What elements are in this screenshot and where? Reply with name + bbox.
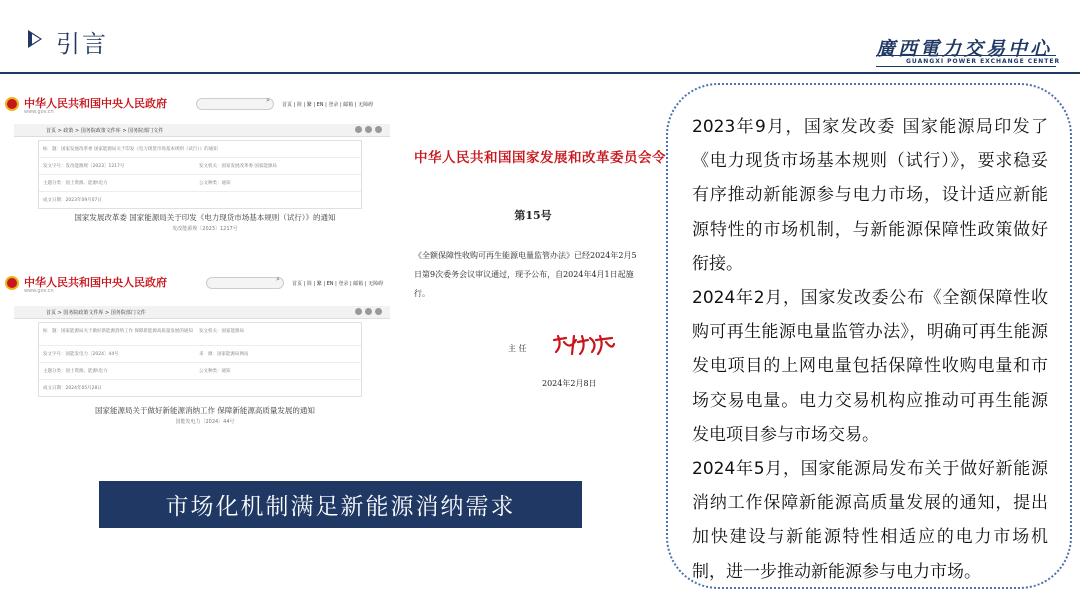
gov-doc-screenshot-1 [0, 88, 410, 238]
table-row [39, 158, 361, 175]
gov-top-nav: 首页 | 简 | 繁 | EN | 登录 | 邮箱 | 无障碍 [292, 281, 384, 287]
table-row [39, 141, 361, 158]
gov-site-url: www.gov.cn [24, 109, 54, 115]
table-row [39, 192, 361, 208]
gov-doc-number: 国能发电力〔2024〕44号 [175, 419, 235, 425]
print-icon[interactable] [355, 308, 362, 315]
favorite-icon[interactable] [375, 308, 382, 315]
table-cell: 公文种类：通知 [199, 369, 231, 374]
national-emblem-icon [5, 276, 19, 290]
panel-paragraph-2: 2024年2月，国家发改委公布《全额保障性收购可再生能源电量监管办法》，明确可再生能源发电项目的上网电量包括保障性收购电量和市场交易电量。电力交易机构应推动可再生能源发电项目参与市场交易。 [692, 288, 1048, 445]
breadcrumb: 首页 > 政策 > 国务院政策文件库 > 国务院部门文件 [46, 128, 164, 134]
table-cell: 标 题：国家发展改革委 国家能源局关于印发《电力现货市场基本规则（试行）》的通知 [43, 147, 218, 152]
table-cell: 发文字号：发改能源规〔2023〕1217号 [43, 164, 125, 169]
panel-paragraph-3: 2024年5月，国家能源局发布关于做好新能源消纳工作保障新能源高质量发展的通知，提出加快建设与新能源特性相适应的电力市场机制，进一步推动新能源参与电力市场。 [692, 459, 1048, 582]
table-row [39, 363, 361, 380]
logo-english: GUANGXI POWER EXCHANGE CENTER [906, 58, 1061, 65]
table-cell: 标 题：国家能源局关于做好新能源消纳工作 保障新能源高质量发展的通知 [43, 329, 193, 334]
logo-chinese: 廣西電力交易中心 [876, 38, 1053, 60]
gov-search-input[interactable] [196, 98, 274, 110]
table-row [39, 380, 361, 396]
favorite-icon[interactable] [375, 126, 382, 133]
logo-rule [876, 66, 1056, 67]
table-cell: 公文种类：通知 [199, 181, 231, 186]
gov-doc-caption: 国家能源局关于做好新能源消纳工作 保障新能源高质量发展的通知 [95, 406, 315, 415]
signature-image [552, 332, 616, 356]
ndrc-sign-label: 主 任 [508, 344, 527, 353]
summary-banner: 市场化机制满足新能源消纳需求 [99, 481, 582, 528]
table-row [39, 346, 361, 363]
print-icon[interactable] [355, 126, 362, 133]
gov-info-table [38, 322, 362, 397]
table-row [39, 323, 361, 346]
gov-tools [355, 308, 382, 315]
table-cell: 主题分类：国土资源、能源\电力 [43, 181, 108, 186]
gov-doc-number: 发改能源规〔2023〕1217号 [172, 226, 238, 232]
table-cell: 发文机关：国家能源局 [199, 329, 244, 334]
search-icon: ⌕ [266, 96, 270, 104]
gov-search-input[interactable] [206, 277, 284, 289]
table-row [39, 175, 361, 192]
gov-top-nav: 首页 | 简 | 繁 | EN | 登录 | 邮箱 | 无障碍 [282, 102, 374, 108]
table-cell: 主题分类：国土资源、能源\电力 [43, 369, 108, 374]
gov-info-table [38, 140, 362, 209]
table-cell: 发文字号：国能发电力〔2024〕44号 [43, 352, 119, 357]
slide-title: 引言 [56, 30, 108, 58]
table-cell: 发文机关：国家发展改革委 国家能源局 [199, 164, 277, 169]
gov-site-name: 中华人民共和国中央人民政府 [24, 97, 167, 110]
ndrc-order-number: 第15号 [514, 209, 552, 222]
ndrc-order-date: 2024年2月8日 [542, 379, 597, 388]
header-divider [0, 72, 1080, 74]
share-icon[interactable] [365, 126, 372, 133]
gov-breadcrumb-bar [14, 306, 390, 319]
gov-doc-caption: 国家发展改革委 国家能源局关于印发《电力现货市场基本规则（试行）》的通知 [74, 213, 336, 222]
ndrc-order-title: 中华人民共和国国家发展和改革委员会令 [414, 150, 666, 166]
text-panel [692, 110, 1048, 589]
table-cell: 成文日期：2023年09月07日 [43, 198, 102, 203]
table-cell: 来 源：国家能源局网站 [199, 352, 249, 357]
national-emblem-icon [5, 97, 19, 111]
gov-tools [355, 126, 382, 133]
panel-paragraph-1: 2023年9月，国家发改委 国家能源局印发了《电力现货市场基本规则（试行）》，要求稳妥有序推动新能源参与电力市场，设计适应新能源特性的市场机制，与新能源保障性政策做好衔接。 [692, 117, 1048, 274]
table-cell: 成文日期：2024年05月28日 [43, 386, 102, 391]
ndrc-order-body: 《全额保障性收购可再生能源电量监管办法》已经2024年2月5日第9次委务会议审议通过，现予公布，自2024年4月1日起施行。 [414, 251, 637, 298]
search-icon: ⌕ [276, 275, 280, 283]
gov-site-url: www.gov.cn [24, 288, 54, 294]
title-arrow-icon [28, 30, 42, 48]
gov-site-name: 中华人民共和国中央人民政府 [24, 276, 167, 289]
breadcrumb: 首页 > 国务院政策文件库 > 国务院部门文件 [46, 310, 146, 316]
share-icon[interactable] [365, 308, 372, 315]
gov-breadcrumb-bar [14, 124, 390, 137]
gov-doc-screenshot-2 [0, 268, 410, 428]
